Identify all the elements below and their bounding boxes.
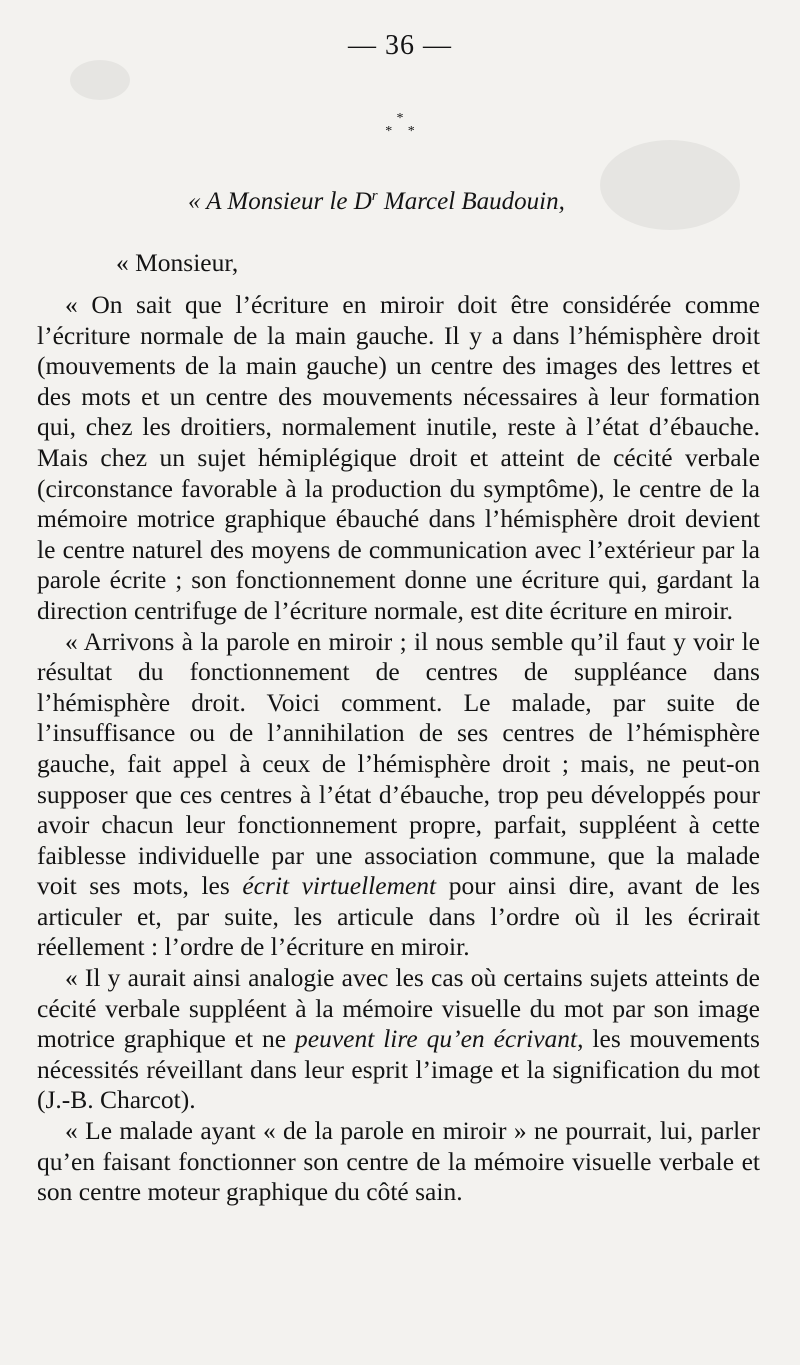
asterism-bottom-stars: * *: [385, 124, 421, 139]
asterism-top-star: *: [396, 111, 404, 126]
paragraph-text: « Arrivons à la parole en miroir ; il nous semble qu’il faut y voir le résultat du fonctionnement de centres de suppléance dans l’hémisphère droit. Voici comment. Le malade, par suite de l’insuffisance ou de l’annihilation de ses centres de l’hémisphère gauche, fait appel à ceux de l’hémisphère droit ; mais, ne peut-on supposer que ces centres à l’état d’ébauche, trop peu développés pour avoir chacun leur fonctionnement propre, parfait, suppléent à cette faiblesse individuelle par une association commune, que la malade voit ses mots, les: [37, 626, 760, 901]
letter-address-suffix: Marcel Baudouin,: [377, 188, 565, 215]
page-number: — 36 —: [348, 30, 452, 61]
body-paragraph: [37, 290, 760, 627]
letter-address-superscript: r: [371, 188, 378, 204]
paragraph-text: « Il y aurait ainsi analogie avec les cas où certains sujets atteints de cécité verbale suppléent à la mémoire visuelle du mot par son image motrice graphique et ne: [37, 963, 760, 1054]
italic-phrase: peuvent lire qu’en écrivant: [295, 1024, 578, 1054]
paragraph-text: « Le malade ayant « de la parole en miroir » ne pourrait, lui, parler qu’en faisant fonctionner son centre de la mémoire visuelle verbale et son centre moteur graphique du côté sain.: [37, 1116, 760, 1207]
paragraph-text: , les mouvements nécessités réveillant dans leur esprit l’image et la signification du mot (J.-B. Charcot).: [37, 1024, 760, 1115]
body-paragraph: [37, 1116, 760, 1208]
letter-address: [188, 188, 565, 216]
paper-stain: [600, 140, 740, 230]
letter-greeting: « Monsieur,: [116, 248, 239, 277]
paragraph-text: « On sait que l’écriture en miroir doit être considérée comme l’écriture normale de la main gauche. Il y a dans l’hémisphère droit (mouvements de la main gauche) un centre des images des lettres et des mots et un centre des mouvements nécessaires à leur formation qui, chez les droitiers, normalement inutile, reste à l’état d’ébauche. Mais chez un sujet hémiplégique droit et atteint de cécité verbale (circonstance favorable à la production du symptôme), le centre de la mémoire motrice graphique ébauché dans l’hémisphère droit devient le centre naturel des moyens de communication avec l’extérieur par la parole écrite ; son fonctionnement donne une écriture qui, gardant la direction centrifuge de l’écriture normale, est dite écriture en miroir.: [37, 290, 760, 625]
body-paragraph: [37, 627, 760, 964]
asterism-ornament: [0, 112, 800, 138]
paragraph-text: pour ainsi dire, avant de les articuler et, par suite, les articule dans l’ordre où il les écrirait réellement : l’ordre de l’écriture en miroir.: [37, 871, 760, 962]
body-paragraph: [37, 963, 760, 1116]
paper-stain: [70, 60, 130, 100]
letter-address-prefix: « A Monsieur le D: [188, 188, 372, 215]
italic-phrase: écrit virtuellement: [242, 871, 437, 901]
letter-body: [37, 290, 760, 1208]
